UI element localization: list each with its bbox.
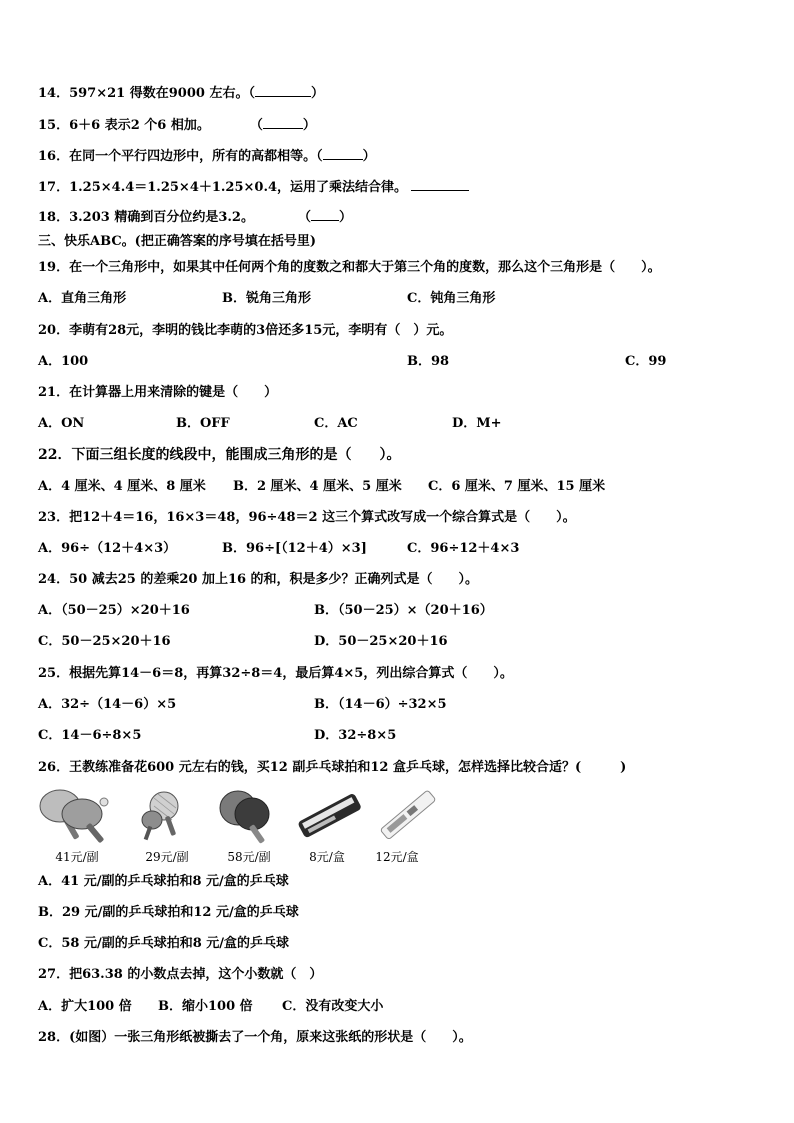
option-a[interactable]: A．32÷（14－6）×5 (38, 697, 177, 712)
option-b[interactable]: B．（50－25）×（20＋16） (314, 603, 493, 618)
bracket-close: ） (302, 118, 316, 133)
option-c[interactable]: C．钝角三角形 (407, 291, 496, 306)
option-b[interactable]: B．2 厘米、4 厘米、5 厘米 (233, 479, 402, 494)
question-15 (38, 116, 316, 134)
option-a[interactable]: A．100 (38, 354, 89, 369)
answer-blank[interactable] (311, 208, 339, 221)
question-17 (38, 178, 469, 196)
option-a[interactable]: A．扩大100 倍 (38, 999, 132, 1014)
option-d[interactable]: D．M+ (452, 416, 502, 431)
option-c[interactable]: C．50－25×20＋16 (38, 634, 171, 649)
option-a[interactable]: A．4 厘米、4 厘米、8 厘米 (38, 479, 206, 494)
question-16-text: 16．在同一个平行四边形中，所有的高都相等。（ (38, 149, 323, 164)
question-16 (38, 147, 376, 165)
answer-blank[interactable] (263, 116, 303, 129)
question-28: 28．(如图）一张三角形纸被撕去了一个角，原来这张纸的形状是（ ）。 (38, 1030, 472, 1045)
option-b[interactable]: B．96÷[（12＋4）×3] (222, 541, 367, 556)
answer-blank[interactable] (323, 147, 363, 160)
question-18 (38, 208, 352, 226)
option-b[interactable]: B．OFF (176, 416, 230, 431)
option-c[interactable]: C．6 厘米、7 厘米、15 厘米 (428, 479, 606, 494)
question-14 (38, 84, 324, 102)
answer-blank[interactable] (255, 84, 311, 97)
price-label: 29元/副 (145, 850, 189, 864)
option-c[interactable]: C．AC (314, 416, 358, 431)
answer-blank[interactable] (411, 178, 469, 191)
option-b[interactable]: B．98 (407, 354, 450, 369)
section-heading: 三、快乐ABC。(把正确答案的序号填在括号里) (38, 234, 316, 249)
price-label: 8元/盒 (309, 850, 345, 864)
bracket-close: ） (362, 149, 376, 164)
question-15-text: 15．6＋6 表示2 个6 相加。 (38, 118, 210, 133)
question-18-text: 18．3.203 精确到百分位约是3.2。 (38, 210, 254, 225)
option-a[interactable]: A．ON (38, 416, 85, 431)
option-b[interactable]: B．（14－6）÷32×5 (314, 697, 447, 712)
question-26: 26．王教练准备花600 元左右的钱，买12 副乒乓球拍和12 盒乒乓球，怎样选择比较合适？( ) (38, 760, 627, 775)
bracket-close: ） (338, 210, 352, 225)
option-d[interactable]: D．32÷8×5 (314, 728, 397, 743)
question-17-text: 17．1.25×4.4＝1.25×4＋1.25×0.4，运用了乘法结合律。 (38, 180, 408, 195)
option-b[interactable]: B．缩小100 倍 (158, 999, 253, 1014)
option-b[interactable]: B．29 元/副的乒乓球拍和12 元/盒的乒乓球 (38, 905, 299, 920)
question-24: 24．50 减去25 的差乘20 加上16 的和，积是多少？正确列式是（ ）。 (38, 572, 479, 587)
question-20: 20．李萌有28元，李明的钱比李萌的3倍还多15元，李明有（ ）元。 (38, 323, 453, 338)
option-b[interactable]: B．锐角三角形 (222, 291, 311, 306)
option-a[interactable]: A．直角三角形 (38, 291, 127, 306)
price-label: 12元/盒 (375, 850, 419, 864)
option-c[interactable]: C．99 (625, 354, 667, 369)
option-d[interactable]: D．50－25×20＋16 (314, 634, 448, 649)
option-c[interactable]: C．没有改变大小 (282, 999, 384, 1014)
question-19: 19．在一个三角形中，如果其中任何两个角的度数之和都大于第三个角的度数，那么这个三角形是（ ）。 (38, 260, 661, 275)
price-label: 58元/副 (227, 850, 271, 864)
question-23: 23．把12＋4＝16，16×3＝48，96÷48＝2 这三个算式改写成一个综合算式是（ ）。 (38, 510, 576, 525)
question-22: 22．下面三组长度的线段中，能围成三角形的是（ ）。 (38, 447, 401, 463)
question-14-text: 14．597×21 得数在9000 左右。（ (38, 86, 255, 101)
option-c[interactable]: C．14－6÷8×5 (38, 728, 142, 743)
bracket-open: （ (297, 210, 311, 225)
option-a[interactable]: A．96÷（12＋4×3） (38, 541, 177, 556)
question-27: 27．把63.38 的小数点去掉，这个小数就（ ） (38, 967, 323, 982)
question-21: 21．在计算器上用来清除的键是（ ） (38, 385, 278, 400)
bracket-close: ） (310, 86, 324, 101)
product-images (38, 786, 458, 866)
option-a[interactable]: A．（50－25）×20＋16 (38, 603, 190, 618)
question-25: 25．根据先算14－6＝8，再算32÷8＝4，最后算4×5，列出综合算式（ ）。 (38, 666, 513, 681)
bracket-open: （ (249, 118, 263, 133)
option-c[interactable]: C．96÷12＋4×3 (407, 541, 520, 556)
price-label: 41元/副 (55, 850, 99, 864)
option-a[interactable]: A．41 元/副的乒乓球拍和8 元/盒的乒乓球 (38, 874, 289, 889)
option-c[interactable]: C．58 元/副的乒乓球拍和8 元/盒的乒乓球 (38, 936, 290, 951)
